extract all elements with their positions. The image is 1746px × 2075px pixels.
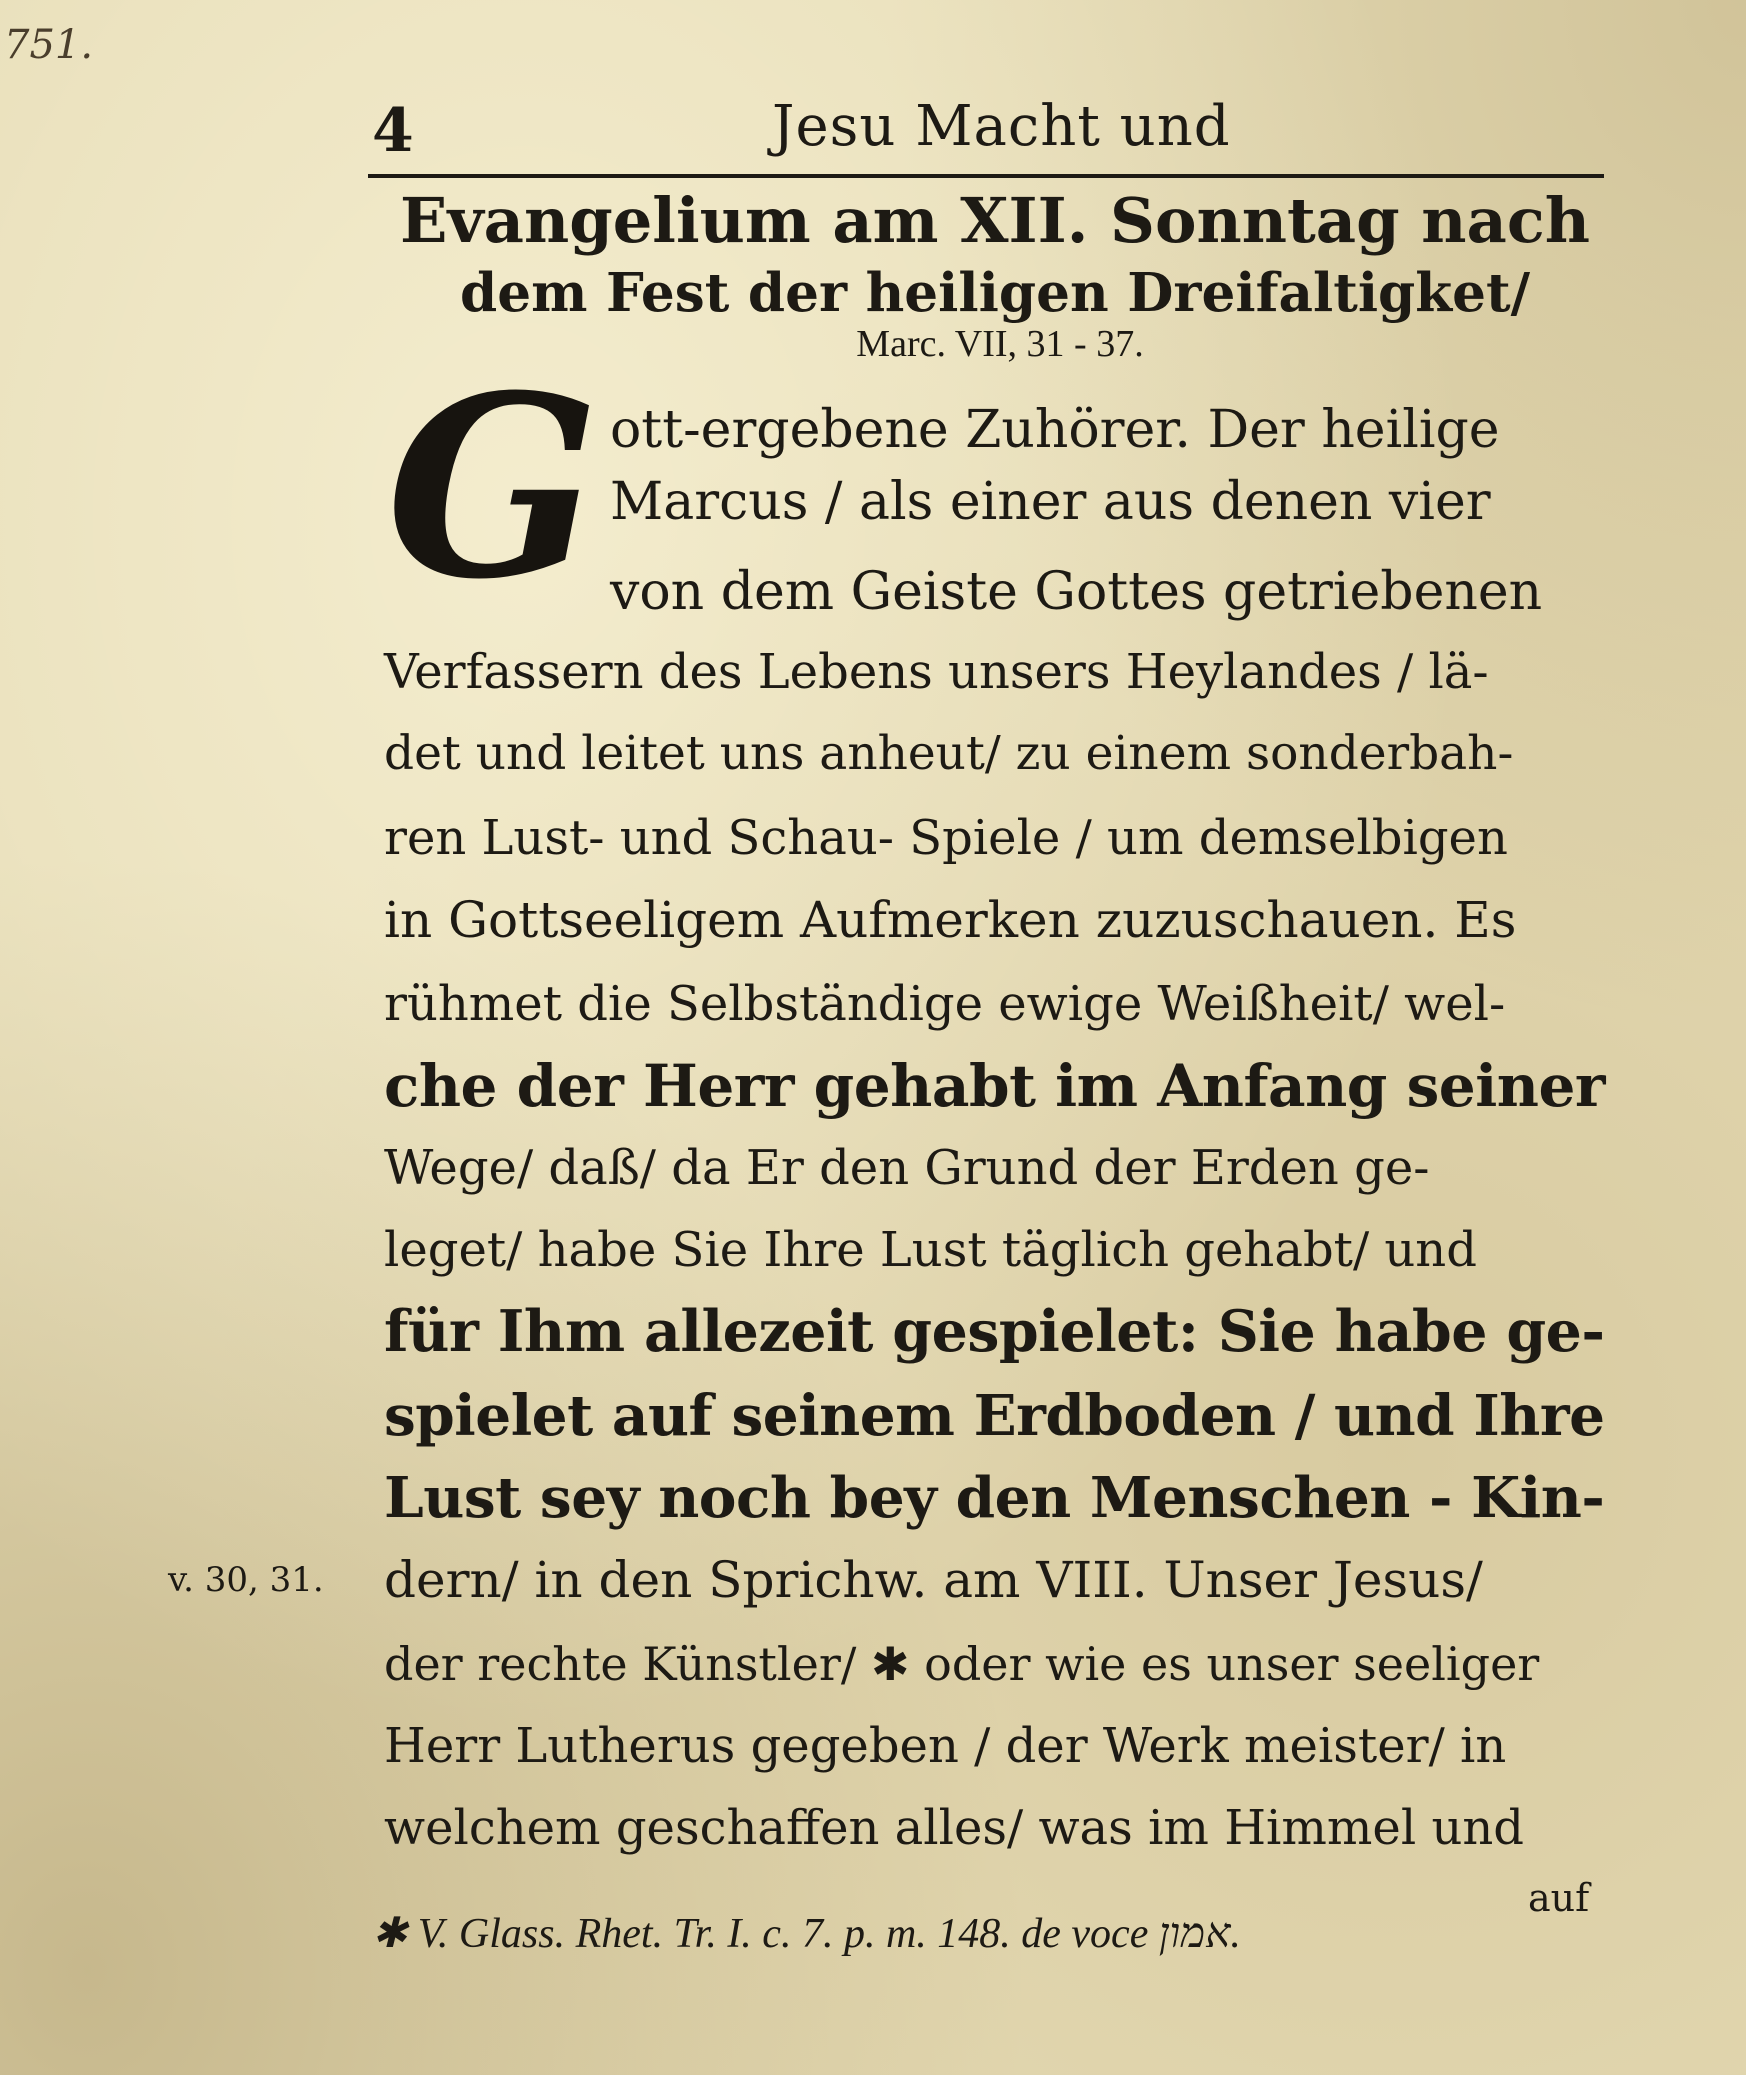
bible-reference: Marc. VII, 31 - 37. xyxy=(856,323,1144,365)
text-line: von dem Geiste Gottes getriebenen xyxy=(610,562,1543,622)
text-line: der rechte Künstler/ ✱ oder wie es unser seeliger xyxy=(384,1637,1540,1691)
page-number: 4 xyxy=(372,96,414,166)
text-line: Herr Lutherus gegeben / der Werk meister/ in xyxy=(384,1718,1507,1774)
drop-cap-initial: G xyxy=(386,340,600,634)
margin-verse-note: v. 30, 31. xyxy=(168,1560,324,1600)
text-line: dern/ in den Sprichw. am VIII. Unser Jesus/ xyxy=(384,1551,1483,1609)
text-line: für Ihm allezeit gespielet: Sie habe ge- xyxy=(384,1299,1605,1365)
running-title: Jesu Macht und xyxy=(772,94,1231,159)
handwritten-folio-number: 751. xyxy=(4,22,94,68)
text-line: det und leitet uns anheut/ zu einem sonderbah- xyxy=(384,726,1514,781)
chapter-subtitle: dem Fest der heiligen Dreifaltigket/ xyxy=(460,261,1531,324)
footnote: ✱ V. Glass. Rhet. Tr. I. c. 7. p. m. 148. de voce אמון. xyxy=(372,1911,1241,1957)
running-head xyxy=(372,88,1602,168)
text-line: Wege/ daß/ da Er den Grund der Erden ge- xyxy=(384,1140,1430,1196)
chapter-title: Evangelium am XII. Sonntag nach xyxy=(400,184,1590,257)
text-line: leget/ habe Sie Ihre Lust täglich gehabt/ und xyxy=(384,1222,1477,1278)
text-line: spielet auf seinem Erdboden / und Ihre xyxy=(384,1383,1605,1449)
text-line: rühmet die Selbständige ewige Weißheit/ wel- xyxy=(384,976,1506,1032)
catchword: auf xyxy=(1528,1876,1590,1920)
text-line: in Gottseeligem Aufmerken zuzuschauen. Es xyxy=(384,891,1517,949)
text-line: che der Herr gehabt im Anfang seiner xyxy=(384,1051,1605,1120)
text-line: Verfassern des Lebens unsers Heylandes / lä- xyxy=(384,644,1489,700)
text-line: welchem geschaffen alles/ was im Himmel und xyxy=(384,1800,1524,1856)
text-line: Lust sey noch bey den Menschen - Kin- xyxy=(384,1465,1605,1531)
text-line: ren Lust- und Schau- Spiele / um demselbigen xyxy=(384,810,1508,866)
text-line: Marcus / als einer aus denen vier xyxy=(610,472,1491,532)
text-line: ott-ergebene Zuhörer. Der heilige xyxy=(610,400,1500,460)
